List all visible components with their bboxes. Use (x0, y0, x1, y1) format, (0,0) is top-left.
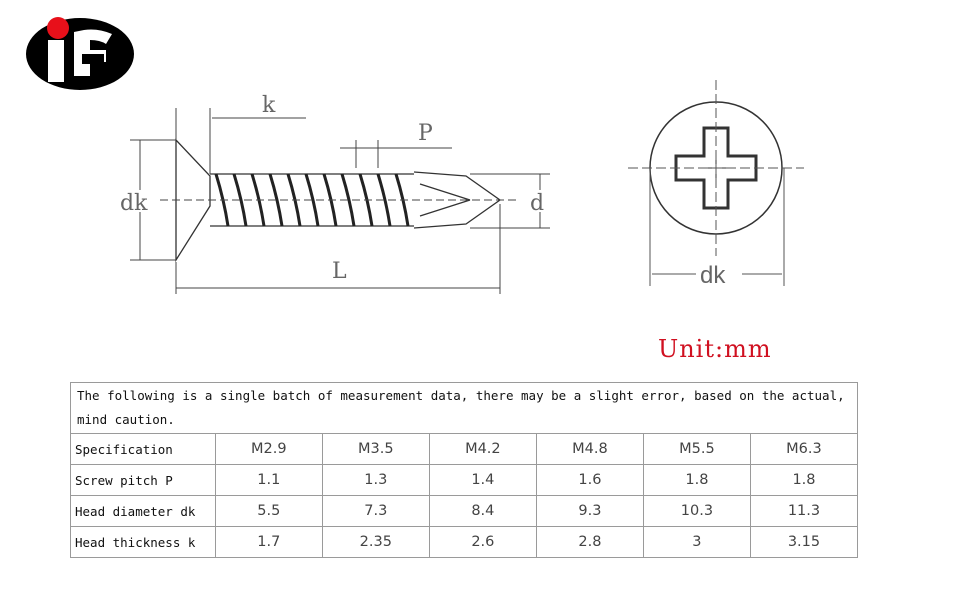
l-dimension-label: L (332, 259, 347, 284)
table-cell: 9.3 (536, 496, 643, 527)
table-row (71, 496, 858, 527)
table-cell: 8.4 (429, 496, 536, 527)
table-cell: 1.7 (215, 527, 322, 558)
table-cell: 3 (643, 527, 750, 558)
p-dimension-label: P (418, 121, 433, 146)
table-cell: 1.3 (322, 465, 429, 496)
table-cell: 10.3 (643, 496, 750, 527)
table-cell: M4.2 (429, 434, 536, 465)
table-cell: M6.3 (750, 434, 857, 465)
table-cell: 3.15 (750, 527, 857, 558)
table-cell: 2.35 (322, 527, 429, 558)
measurement-note: The following is a single batch of measurement data, there may be a slight error, based on the actual, mind caution. (71, 383, 858, 434)
table-cell: 1.4 (429, 465, 536, 496)
table-cell: M5.5 (643, 434, 750, 465)
k-dimension-label: k (262, 93, 276, 118)
table-cell: 1.8 (750, 465, 857, 496)
table-cell: 1.6 (536, 465, 643, 496)
table-cell: M4.8 (536, 434, 643, 465)
table-cell: 1.1 (215, 465, 322, 496)
table-cell: 7.3 (322, 496, 429, 527)
unit-label: Unit:mm (658, 335, 772, 363)
spec-table (70, 382, 858, 558)
table-cell: 5.5 (215, 496, 322, 527)
table-row (71, 434, 858, 465)
row-label: Head thickness k (71, 527, 216, 558)
table-cell: 11.3 (750, 496, 857, 527)
table-cell: 2.8 (536, 527, 643, 558)
table-cell: 1.8 (643, 465, 750, 496)
d-dimension-label: d (530, 191, 545, 216)
table-cell: M3.5 (322, 434, 429, 465)
table-row (71, 527, 858, 558)
dk-dimension-label: dk (120, 191, 148, 216)
top-view-dk-label: dk (700, 262, 726, 289)
table-cell: 2.6 (429, 527, 536, 558)
row-label: Specification (71, 434, 216, 465)
row-label: Head diameter dk (71, 496, 216, 527)
table-cell: M2.9 (215, 434, 322, 465)
table-row (71, 465, 858, 496)
row-label: Screw pitch P (71, 465, 216, 496)
